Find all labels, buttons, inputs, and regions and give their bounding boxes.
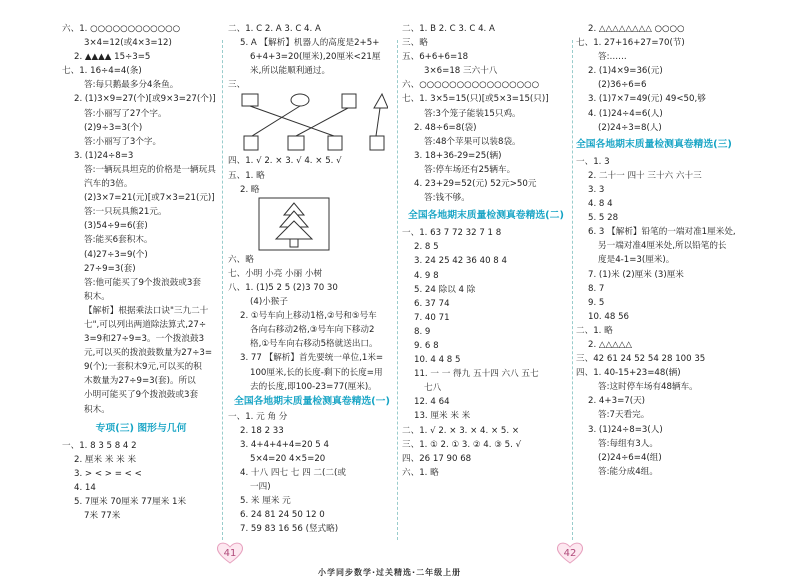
answer-line: 答:一只玩具熊21元。: [84, 207, 167, 218]
page-number-left: 41: [223, 548, 237, 559]
answer-line: 2. 厘米 米 米 米: [74, 454, 137, 465]
answer-line: 5. 7厘米 70厘米 77厘米 1米: [74, 497, 187, 507]
answer-line: 10. 48 56: [588, 311, 630, 322]
answer-line: (4)小猴子: [250, 297, 288, 308]
answer-line: 三、略: [402, 38, 428, 49]
answer-line: 七、1. 16÷4=4(条): [62, 66, 142, 77]
answer-line: 元,可以买的拨浪鼓数量为27÷3=: [84, 348, 213, 359]
page-number-right: 42: [563, 548, 577, 559]
answer-line: (2)36÷6=6: [598, 80, 647, 91]
column-divider: [572, 40, 573, 540]
answer-line: 2. 略: [240, 184, 260, 195]
answer-line: 八、1. (1)5 2 5 (2)3 70 30: [228, 282, 338, 293]
answer-line: 【解析】根据乘法口诀"三九二十: [84, 305, 209, 316]
answer-line: 七、小明 小亮 小丽 小树: [228, 268, 323, 279]
answer-line: 一、1. 元 角 分: [228, 411, 288, 422]
answer-line: 一、1. 3: [576, 156, 610, 167]
answer-line: 2. 18 2 33: [240, 425, 284, 436]
answer-line: 答:每组有3人。: [598, 438, 658, 449]
answer-line: 一、1. 63 7 72 32 7 1 8: [402, 228, 502, 239]
answer-line: 答:一辆玩具坦克的价格是一辆玩具: [84, 164, 216, 175]
answer-line: 答:能分成4组。: [598, 466, 658, 477]
answer-line: 5×4=20 4×5=20: [250, 453, 326, 464]
answer-line: 3. 77 【解析】首先要统一单位,1米=: [240, 353, 384, 364]
answer-line: 2. △△△△△: [588, 339, 632, 350]
answer-line: 六、1. 略: [402, 467, 439, 478]
answer-line: 6. 24 81 24 50 12 0: [240, 510, 325, 521]
answer-line: 3×6=18 三六十八: [424, 66, 498, 77]
answer-line: (2)3×7=21(元)[或7×3=21(元)]: [84, 193, 215, 204]
object-icon: [288, 136, 304, 150]
answer-line: 3. (1)24÷8=3(人): [588, 424, 663, 435]
symmetric-tree-figure: [258, 197, 338, 253]
answer-line: 度是4-1=3(厘米)。: [598, 255, 675, 266]
answer-line: 汽车的3倍。: [84, 179, 133, 190]
answer-line: 6. 37 74: [414, 298, 450, 309]
answer-line: 答:小丽写了27个字。: [84, 108, 167, 119]
answer-line: 3×4=12(或4×3=12): [84, 38, 172, 49]
object-icon: [244, 136, 258, 150]
answer-line: 3=9和27÷9=3。一个拨浪鼓3: [84, 334, 205, 345]
answer-line: (2)24÷6=4(组): [598, 452, 662, 463]
answer-line: 4. 23+29=52(元) 52元>50元: [414, 179, 537, 190]
answer-line: 5. 5 28: [588, 213, 619, 224]
answer-line: 6. 3 【解析】铅笔的一端对准1厘米处,: [588, 227, 736, 238]
answer-line: 三、42 61 24 52 54 28 100 35: [576, 354, 706, 365]
answer-line: 27÷9=3(套): [84, 263, 136, 274]
answer-line: (3)54÷9=6(套): [84, 221, 148, 232]
answer-line: (2)9÷3=3(个): [84, 122, 143, 133]
answer-column-4: [576, 22, 752, 479]
answer-line: 4. (1)24÷4=6(人): [588, 108, 663, 119]
answer-line: 7. 59 83 16 56 (竖式略): [240, 524, 339, 535]
answer-line: 2. ▲▲▲▲ 15÷3=5: [74, 52, 151, 63]
footer-text: 小学同步数学·过关精选·二年级上册: [318, 568, 462, 577]
answer-line: 3. > < > = < <: [74, 468, 142, 479]
answer-line: 2. 4+3=7(天): [588, 396, 646, 407]
answer-line: 七八: [424, 383, 442, 394]
shape-icon: [291, 94, 309, 106]
answer-line: 木数量为27÷9=3(套)。所以: [84, 376, 196, 387]
answer-line: 积木。: [84, 291, 110, 302]
answer-line: 三、: [228, 80, 246, 91]
answer-line: 10. 4 4 8 5: [414, 355, 461, 366]
answer-line: 4. 14: [74, 482, 96, 493]
answer-line: 答:他可能买了9个拨浪鼓或3套: [84, 277, 201, 288]
answer-line: 三、1. ① 2. ① 3. ② 4. ③ 5. √: [402, 439, 522, 450]
answer-line: 3. 4+4+4+4=20 5 4: [240, 439, 329, 450]
answer-line: 一四): [250, 482, 271, 493]
answer-line: 6+4+3=20(厘米),20厘米<21厘: [250, 52, 381, 63]
answer-line: 格,①号车向右移动5格就送出口。: [250, 339, 378, 350]
answer-line: 小明可能买了9个拨浪鼓或3套: [84, 390, 199, 401]
column-divider: [397, 40, 398, 540]
answer-line: 3. (1)24÷8=3: [74, 150, 134, 161]
answer-line: 各向右移动2格,③号车向下移动2: [250, 325, 375, 336]
answer-line: 四、1. 40-15+23=48(辆): [576, 368, 681, 379]
answer-line: 2. ①号车向上移动1格,②号和⑤号车: [240, 311, 377, 322]
answer-line: 8. 7: [588, 283, 605, 294]
answer-line: 答:能买6套积木。: [84, 235, 153, 246]
answer-line: 二、1. 略: [576, 325, 613, 336]
answer-line: 七",可以列出两道除法算式,27÷: [84, 319, 207, 330]
answer-line: 5. 米 厘米 元: [240, 496, 291, 507]
column-divider: [222, 40, 223, 540]
answer-line: 七、1. 27+16+27=70(节): [576, 38, 685, 49]
answer-line: 六、1. ○○○○○○○○○○○○: [62, 24, 181, 34]
answer-line: 答:这时停车场有48辆车。: [598, 382, 698, 393]
answer-line: 4. 8 4: [588, 199, 613, 210]
answer-line: 一、1. 8 3 5 8 4 2: [62, 440, 137, 451]
answer-line: 答:……: [598, 52, 627, 63]
answer-line: (2)24÷3=8(人): [598, 122, 662, 133]
answer-line: 3. 24 25 42 36 40 8 4: [414, 256, 507, 267]
answer-line: 7. (1)米 (2)厘米 (3)厘米: [588, 269, 684, 280]
answer-column-3: [402, 22, 570, 480]
object-icon: [328, 136, 342, 150]
answer-line: 9. 6 8: [414, 340, 439, 351]
answer-line: 答:钱不够。: [424, 193, 470, 204]
answer-line: 答:48个苹果可以装8袋。: [424, 136, 521, 147]
answer-line: 四、26 17 90 68: [402, 453, 472, 464]
answer-line: 六、○○○○○○○○○○○○○○○○: [402, 80, 540, 91]
answer-line: 答:3个笼子能装15只鸡。: [424, 108, 521, 119]
answer-line: 2. (1)3×9=27(个)[或9×3=27(个)]: [74, 94, 216, 105]
answer-line: 二、1. √ 2. × 3. × 4. × 5. ×: [402, 425, 520, 436]
answer-line: 2. △△△△△△△△ ○○○○: [588, 24, 685, 34]
answer-line: 二、1. B 2. C 3. C 4. A: [402, 24, 495, 34]
shape-icon: [242, 94, 258, 106]
answer-line: 8. 9: [414, 326, 431, 337]
answer-line: 去的长度,即100-23=77(厘米)。: [250, 381, 377, 392]
answer-column-1: [62, 22, 220, 523]
answer-line: 3. 3: [588, 184, 605, 195]
answer-line: 100厘米,长的长度-剩下的长度=用: [250, 367, 383, 378]
matching-figure: [238, 92, 388, 154]
answer-line: 答:停车场还有25辆车。: [424, 164, 516, 175]
answer-line: 2. 48÷6=8(袋): [414, 122, 477, 133]
answer-line: 7米 77米: [84, 511, 121, 522]
answer-line: 11. 一 一 得九 五十四 六八 五七: [414, 369, 539, 380]
answer-line: 4. 9 8: [414, 270, 439, 281]
shape-icon: [342, 94, 356, 108]
answer-line: 2. (1)4×9=36(元): [588, 66, 663, 77]
answer-line: 12. 4 64: [414, 397, 450, 408]
answer-line: 5. A 【解析】机器人的高度是2+5+: [240, 38, 380, 49]
answer-line: 答:7天看完。: [598, 410, 650, 421]
answer-line: 五、6+6+6=18: [402, 52, 469, 63]
answer-line: 七、1. 3×5=15(只)[或5×3=15(只)]: [402, 94, 549, 105]
shape-icon: [374, 94, 388, 108]
answer-line: 答:小丽写了3个字。: [84, 136, 162, 147]
answer-line: 3. (1)7×7=49(元) 49<50,够: [588, 94, 706, 105]
answer-line: 六、略: [228, 254, 254, 265]
answer-line: 2. 8 5: [414, 242, 439, 253]
answer-line: 积木。: [84, 404, 110, 415]
answer-line: 二、1. C 2. A 3. C 4. A: [228, 24, 321, 34]
answer-line: 5. 24 除以 4 除: [414, 284, 476, 295]
section-heading: 专项(三) 图形与几何: [95, 422, 187, 434]
answer-line: 9. 5: [588, 297, 605, 308]
section-heading: 全国各地期末质量检测真卷精选(三): [576, 138, 732, 150]
answer-column-2: [228, 22, 396, 537]
answer-line: (4)27÷3=9(个): [84, 249, 148, 260]
section-heading: 全国各地期末质量检测真卷精选(一): [234, 395, 390, 407]
answer-line: 答:每只鹅最多分4条鱼。: [84, 80, 179, 91]
answer-line: 3. 18+36-29=25(辆): [414, 150, 502, 161]
answer-line: 五、1. 略: [228, 170, 265, 181]
section-heading: 全国各地期末质量检测真卷精选(二): [408, 210, 564, 222]
answer-line: 9(个);一套积木9元,可以买的积: [84, 362, 202, 373]
answer-line: 米,所以能顺利通过。: [250, 66, 331, 77]
answer-line: 另一端对准4厘米处,所以铅笔的长: [598, 241, 727, 252]
answer-line: 4. 十八 四七 七 四 二(二(或: [240, 468, 346, 479]
answer-line: 13. 厘米 米 米: [414, 411, 471, 422]
object-icon: [370, 136, 384, 150]
answer-line: 2. 二十一 四十 三十六 六十三: [588, 170, 702, 181]
answer-line: 四、1. √ 2. × 3. √ 4. × 5. √: [228, 156, 342, 167]
answer-line: 7. 40 71: [414, 312, 450, 323]
